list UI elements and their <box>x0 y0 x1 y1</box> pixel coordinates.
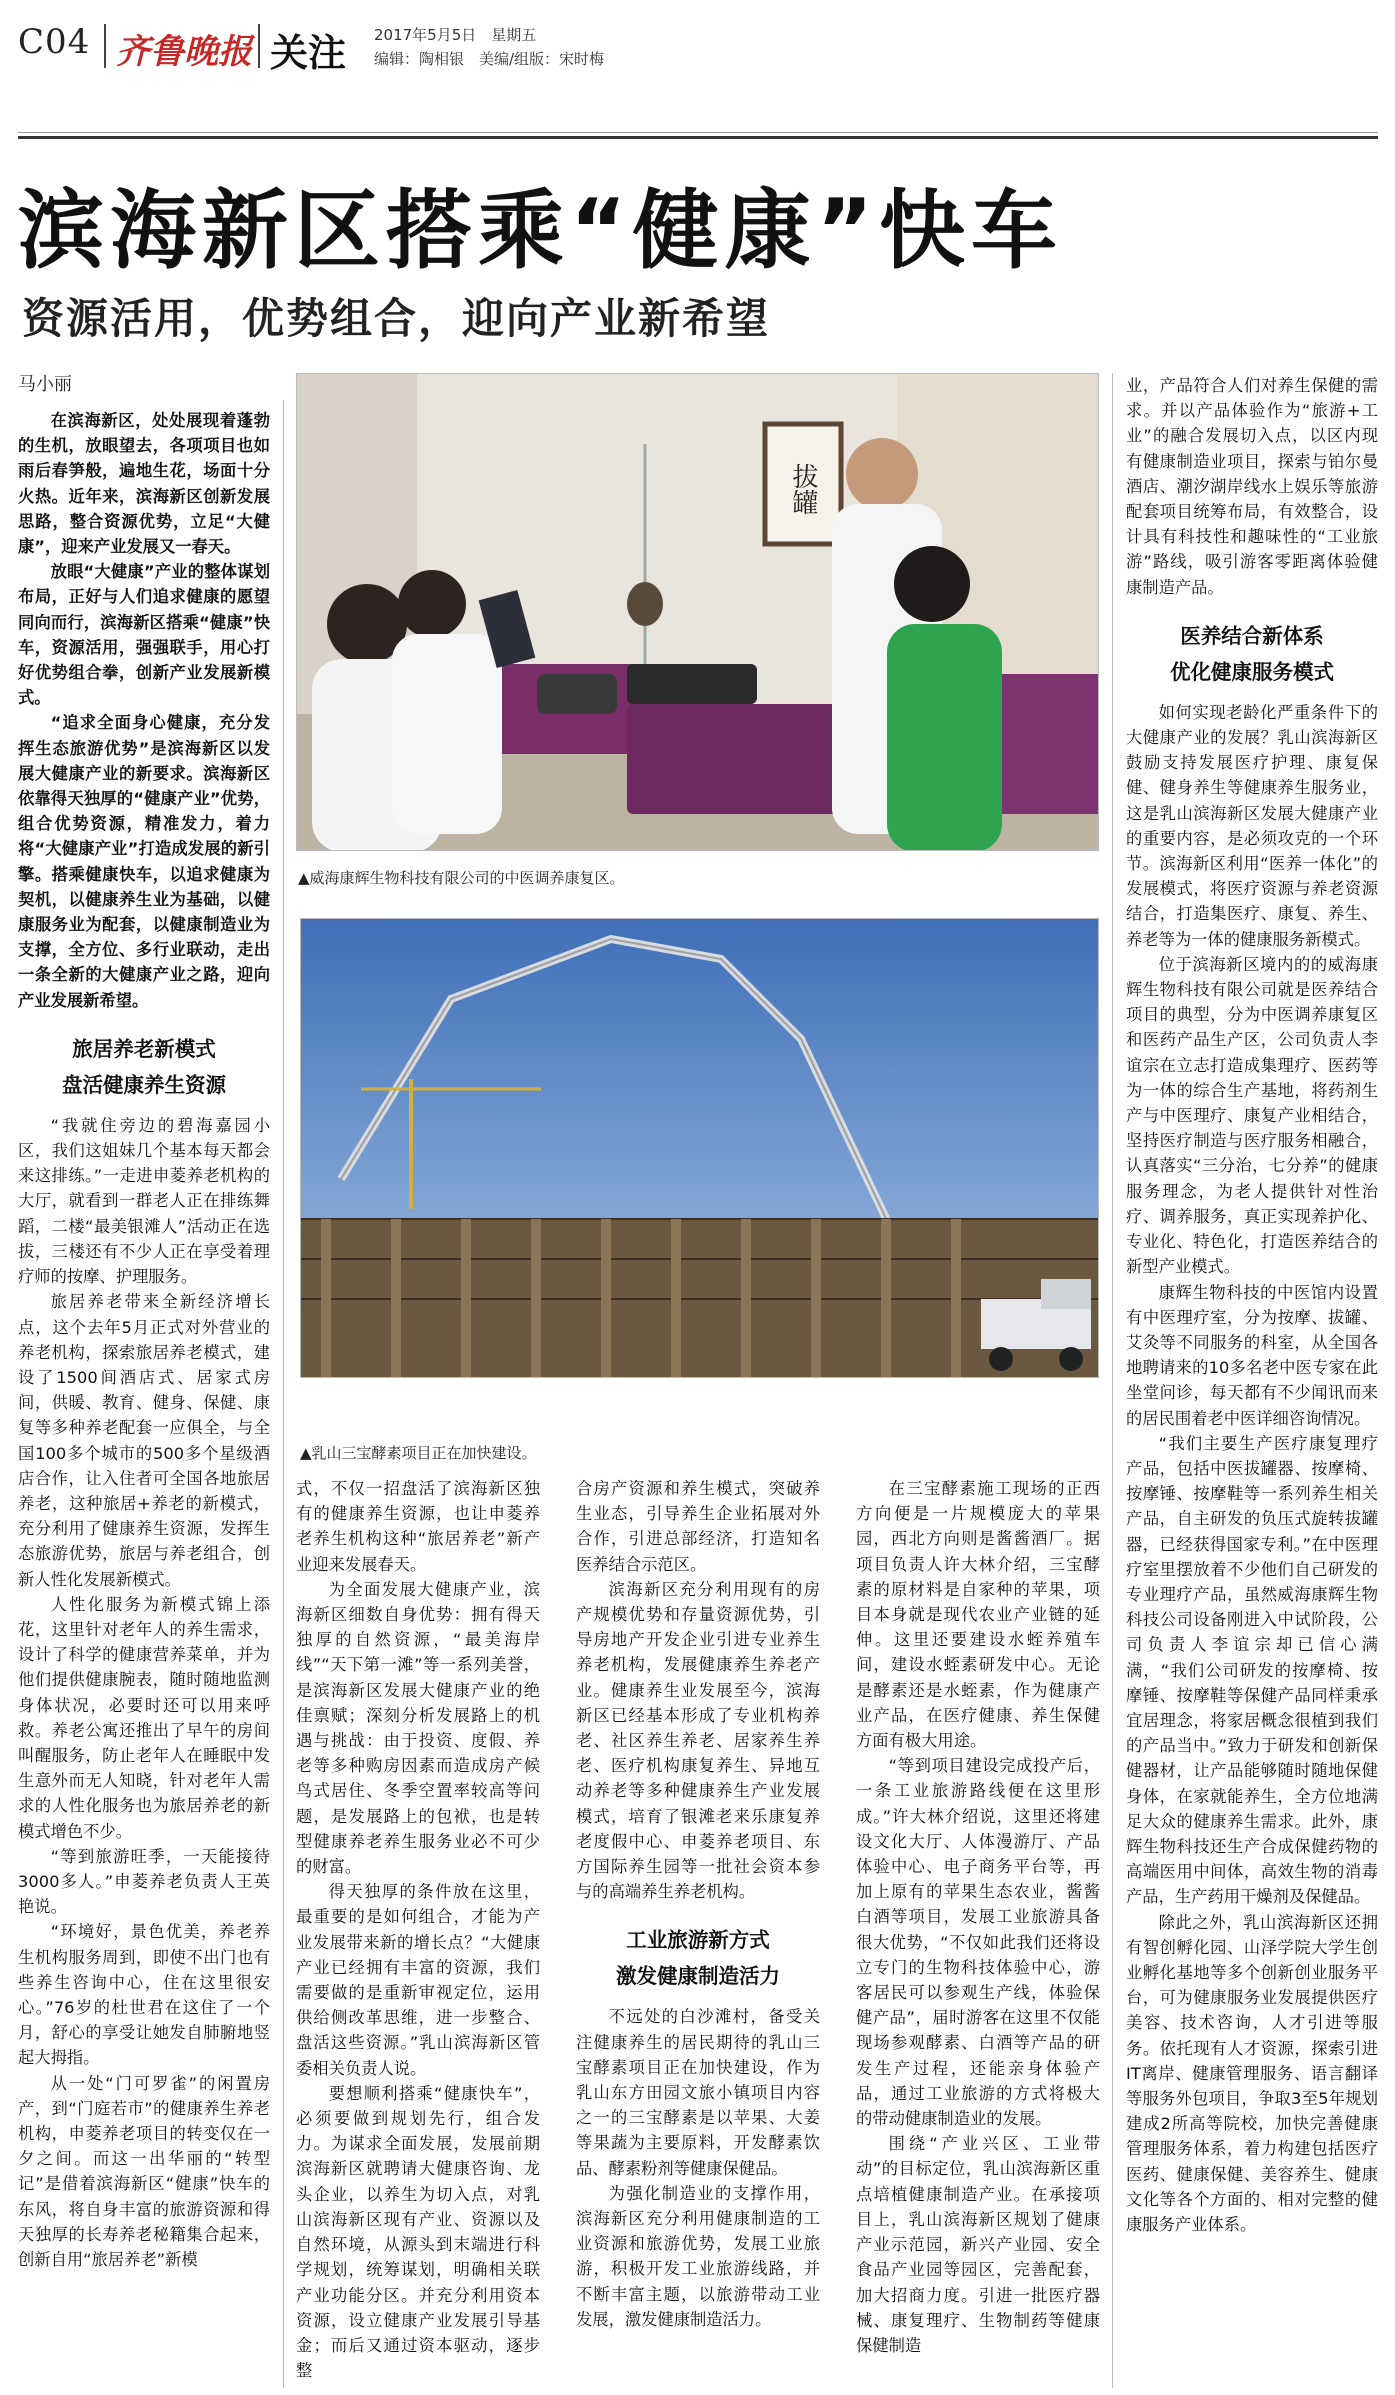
text-column-3 <box>576 1476 820 2388</box>
section-heading-line1: 医养结合新体系 <box>1180 623 1324 648</box>
editor-line: 编辑：陶相银 美编/组版：宋时梅 <box>374 50 605 68</box>
headline: 滨海新区搭乘“健康”快车 <box>18 181 1064 281</box>
paragraph: 康辉生物科技的中医馆内设置有中医理疗室，分为按摩、拔罐、艾灸等不同服务的科室，从全国各地聘请来的10多名老中医专家在此坐堂问诊，每天都有不少闻讯而来的居民围着老中医详细咨询情况。 <box>1126 1282 1378 1428</box>
paragraph: 不远处的白沙滩村，备受关注健康养生的居民期待的乳山三宝酵素项目正在加快建设，作为乳山东方田园文旅小镇项目内容之一的三宝酵素是以苹果、大姜等果蔬为主要原料，开发酵素饮品、酵素粉剂等健康保健品。 <box>576 2007 820 2178</box>
text-column-1 <box>18 408 270 2388</box>
paragraph: 如何实现老龄化严重条件下的大健康产业的发展？乳山滨海新区鼓励支持发展医疗护理、康复保健、健身养生等健康养生服务业，这是乳山滨海新区发展大健康产业的重要内容，是必须攻克的一个环节。滨海新区利用“医养一体化”的发展模式，将医疗资源与养老资源结合，打造集医疗、康复、养生、养老等为一体的健康服务新模式。 <box>1126 702 1378 949</box>
section-heading-line2: 优化健康服务模式 <box>1170 659 1334 684</box>
text-column-2 <box>296 1476 540 2388</box>
paragraph: 人性化服务为新模式锦上添花，这里针对老年人的养生需求，设计了科学的健康营养菜单，并为他们提供健康腕表，随时随地监测身体状况，必要时还可以用来呼救。养老公寓还推出了早午的房间叫醒服务，防止老年人在睡眠中发生意外而无人知晓，针对老年人需求的人性化服务也为旅居养老的新模式增色不少。 <box>18 1594 270 1841</box>
paragraph: “等到项目建设完成投产后，一条工业旅游路线便在这里形成。”许大林介绍说，这里还将建设文化大厅、人体漫游厅、产品体验中心、电子商务平台等，再加上原有的苹果生态农业，酱酱白酒等项目，发展工业旅游具备很大优势，“不仅如此我们还将设立专门的生物科技体验中心，游客居民可以参观生产线，体验保健产品”，届时游客在这里不仅能现场参观酵素、白酒等产品的研发生产过程，还能亲身体验产品，通过工业旅游的方式将极大的带动健康制造业的发展。 <box>856 1756 1100 2129</box>
paragraph: 为强化制造业的支撑作用，滨海新区充分利用健康制造的工业资源和旅游优势，发展工业旅游，积极开发工业旅游线路，并不断丰富主题，以旅游带动工业发展，激发健康制造活力。 <box>576 2183 820 2329</box>
section-heading-line2: 激发健康制造活力 <box>616 1964 780 1989</box>
paragraph: “我就住旁边的碧海嘉园小区，我们这姐妹几个基本每天都会来这排练。”一走进申菱养老机构的大厅，就看到一群老人正在排练舞蹈，二楼“最美银滩人”活动正在选拔，三楼还有不少人正在享受着理疗师的按摩、护理服务。 <box>18 1115 270 1287</box>
column-divider <box>1112 373 1113 2388</box>
section-heading <box>576 1904 820 2004</box>
lead-text <box>18 408 270 1013</box>
paragraph: 位于滨海新区境内的的威海康辉生物科技有限公司就是医养结合项目的典型，分为中医调养康复区和医药产品生产区，公司负责人李谊宗在立志打造成集理疗、医药等为一体的综合生产基地，将药剂生产与中医理疗、康复产业相结合，坚持医疗制造与医疗服务相融合，认真落实“三分治，七分养”的健康服务理念，为老人提供针对性治疗、调养服务，真正实现养护化、专业化、特色化，打造医养结合的新型产业模式。 <box>1126 954 1378 1277</box>
paragraph: “我们主要生产医疗康复理疗产品，包括中医拔罐器、按摩椅、按摩锤、按摩鞋等一系列养生相关产品，自主研发的负压式旋转拔罐器，已经获得国家专利。”在中医理疗室里摆放着不少他们自己研发的专业理疗产品，虽然威海康辉生物科技公司设备刚进入中试阶段，公司负责人李谊宗却已信心满满，“我们公司研发的按摩椅、按摩锤、按摩鞋等保健产品同样秉承宜居理念，将家居概念很植到我们的产品当中。”致力于研发和创新保健器材，让产品能够随时随地保健身体，在家就能养生，全方位地满足大众的健康养生需求。此外，康辉生物科技还生产合成保健药物的高端医用中间体，高效生物的消毒产品，生产药用干燥剂及保健品。 <box>1126 1433 1378 1907</box>
section-heading <box>1126 600 1378 700</box>
author-byline: 马小丽 <box>18 374 72 395</box>
top-rule <box>18 132 1378 133</box>
paragraph: 得天独厚的条件放在这里，最重要的是如何组合，才能为产业发展带来新的增长点？“大健康产业已经拥有丰富的资源，我们需要做的是重新审视定位，运用供给侧改革思维，进一步整合、盘活这些资源。”乳山滨海新区管委相关负责人说。 <box>296 1882 540 2078</box>
calligraphy-sign: 拔罐 <box>788 463 818 515</box>
paragraph: 为全面发展大健康产业，滨海新区细数自身优势：拥有得天独厚的自然资源，“最美海岸线”“天下第一滩”等一系列美誉，是滨海新区发展大健康产业的绝佳禀赋；深刻分析发展路上的机遇与挑战：由于投资、度假、养老等多种购房因素而造成房产候鸟式居住、冬季空置率较高等问题，是发展路上的包袱，也是转型健康养老养生服务业必不可少的财富。 <box>296 1579 540 1877</box>
paragraph: “等到旅游旺季，一天能接待3000多人。”申菱养老负责人王英艳说。 <box>18 1846 270 1917</box>
paragraph: 式，不仅一招盘活了滨海新区独有的健康养生资源，也让申菱养老养生机构这种“旅居养老”新产业迎来发展春天。 <box>296 1479 540 1574</box>
paragraph: “环境好，景色优美，养老养生机构服务周到，即使不出门也有些养生咨询中心，住在这里很安心。”76岁的杜世君在这住了一个月，舒心的享受让她发自肺腑地竖起大拇指。 <box>18 1922 270 2068</box>
paragraph: 业，产品符合人们对养生保健的需求。并以产品体验作为“旅游+工业”的融合发展切入点，以区内现有健康制造业项目，探索与铂尔曼酒店、潮汐湖岸线水上娱乐等旅游配套项目统筹布局，有效整合，设计具有科技性和趣味性的“工业旅游”路线，吸引游客零距离体验健康制造产品。 <box>1126 376 1378 597</box>
paragraph: 要想顺利搭乘“健康快车”，必须要做到规划先行，组合发力。为谋求全面发展，发展前期滨海新区就聘请大健康咨询、龙头企业，以养生为切入点，对乳山滨海新区现有产业、资源以及自然环境，从源头到末端进行科学规划，统筹谋划，明确相关联产业功能分区。并充分利用资本资源，设立健康产业发展引导基金；而后又通过资本驱动，逐步整 <box>296 2083 540 2381</box>
text-column-5 <box>1126 373 1378 2388</box>
newspaper-logo: 齐鲁晚报 <box>116 32 252 72</box>
top-rule-thick <box>18 136 1378 139</box>
divider <box>258 24 260 68</box>
paragraph: 从一处“门可罗雀”的闲置房产，到“门庭若市”的健康养生养老机构，申菱养老项目的转变仅在一夕之间。而这一出华丽的“转型记”是借着滨海新区“健康”快车的东风，将自身丰富的旅游资源和得天独厚的长寿养老秘籍集合起来，创新自用“旅居养老”新模 <box>18 2073 270 2270</box>
section-title: 关注 <box>270 31 347 75</box>
section-heading-line1: 旅居养老新模式 <box>72 1036 216 1061</box>
date-line: 2017年5月5日 星期五 <box>374 26 537 44</box>
paragraph: 合房产资源和养生模式，突破养生业态，引导养生企业拓展对外合作，引进总部经济，打造知名医养结合示范区。 <box>576 1479 820 1574</box>
subheadline: 资源活用，优势组合，迎向产业新希望 <box>22 294 771 343</box>
paragraph: 放眼“大健康”产业的整体谋划布局，正好与人们追求健康的愿望同向而行，滨海新区搭乘“健康”快车，资源活用，强强联手，用心打好优势组合拳，创新产业发展新模式。 <box>18 562 270 708</box>
page-number: C04 <box>18 22 91 62</box>
section-heading <box>18 1013 270 1113</box>
column-divider <box>283 400 284 2388</box>
text-column-4 <box>856 1476 1100 2388</box>
paragraph: “追求全面身心健康，充分发挥生态旅游优势”是滨海新区以发展大健康产业的新要求。滨海新区依靠得天独厚的“健康产业”优势，组合优势资源，精准发力，着力将“大健康产业”打造成发展的新引擎。搭乘健康快车，以追求健康为契机，以健康养生业为基础，以健康服务业为配套，以健康制造业为支撑，全方位、多行业联动，走出一条全新的大健康产业之路，迎向产业发展新希望。 <box>18 713 270 1010</box>
section-heading-line1: 工业旅游新方式 <box>626 1928 770 1953</box>
photo-caption: ▲乳山三宝酵素项目正在加快建设。 <box>300 1444 537 1462</box>
paragraph: 除此之外，乳山滨海新区还拥有智创孵化园、山泽学院大学生创业孵化基地等多个创新创业服务平台，可为健康服务业发展提供医疗美容、技术咨询，人才引进等服务。依托现有人才资源，探索引进IT离岸、健康管理服务、语言翻译等服务外包项目，争取3至5年规划建成2所高等院校，加快完善健康管理服务体系，着力构建包括医疗医药、健康保健、美容养生、健康文化等各个方面的、相对完整的健康服务产业体系。 <box>1126 1912 1378 2235</box>
divider <box>104 24 106 68</box>
paragraph: 旅居养老带来全新经济增长点，这个去年5月正式对外营业的养老机构，探索旅居养老模式，建设了1500间酒店式、居家式房间，供暖、教育、健身、保健、康复等多种养老配套一应俱全，与全国100多个城市的500多个星级酒店合作，让入住者可全国各地旅居养老，这种旅居+养老的新模式，充分利用了健康养生资源，发挥生态旅游优势，旅居与养老组合，创新人性化发展新模式。 <box>18 1292 270 1589</box>
paragraph: 滨海新区充分利用现有的房产规模优势和存量资源优势，引导房地产开发企业引进专业养生养老机构，发展健康养生养老产业。健康养生业发展至今，滨海新区已经基本形成了专业机构养老、社区养生养老、居家养生养老、医疗机构康复养生、异地互动养老等多种健康养生产业发展模式，培育了银滩老来乐康复养老度假中心、申菱养老项目、东方国际养生园等一批社会资本参与的高端养生养老机构。 <box>576 1579 820 1902</box>
section-heading-line2: 盘活健康养生资源 <box>62 1072 226 1097</box>
paragraph: 在三宝酵素施工现场的正西方向便是一片规模庞大的苹果园，西北方向则是酱酱酒厂。据项目负责人许大林介绍，三宝酵素的原材料是自家种的苹果，项目本身就是现代农业产业链的延伸。这里还要建设水蛭养殖车间，建设水蛭素研发中心。无论是酵素还是水蛭素，作为健康产业产品，在医疗健康、养生保健方面有极大用途。 <box>856 1479 1100 1751</box>
photo-clinic <box>296 373 1099 851</box>
paragraph: 在滨海新区，处处展现着蓬勃的生机，放眼望去，各项项目也如雨后春笋般，遍地生花，场面十分火热。近年来，滨海新区创新发展思路，整合资源优势，立足“大健康”，迎来产业发展又一春天。 <box>18 411 270 557</box>
masthead <box>18 18 1378 74</box>
photo-construction <box>300 918 1099 1378</box>
photo-caption: ▲威海康辉生物科技有限公司的中医调养康复区。 <box>298 869 625 887</box>
paragraph: 围绕“产业兴区、工业带动”的目标定位，乳山滨海新区重点培植健康制造产业。在承接项目上，乳山滨海新区规划了健康产业示范园，新兴产业园、安全食品产业园等园区，完善配套，加大招商力度。引进一批医疗器械、康复理疗、生物制药等健康保健制造 <box>856 2134 1100 2355</box>
